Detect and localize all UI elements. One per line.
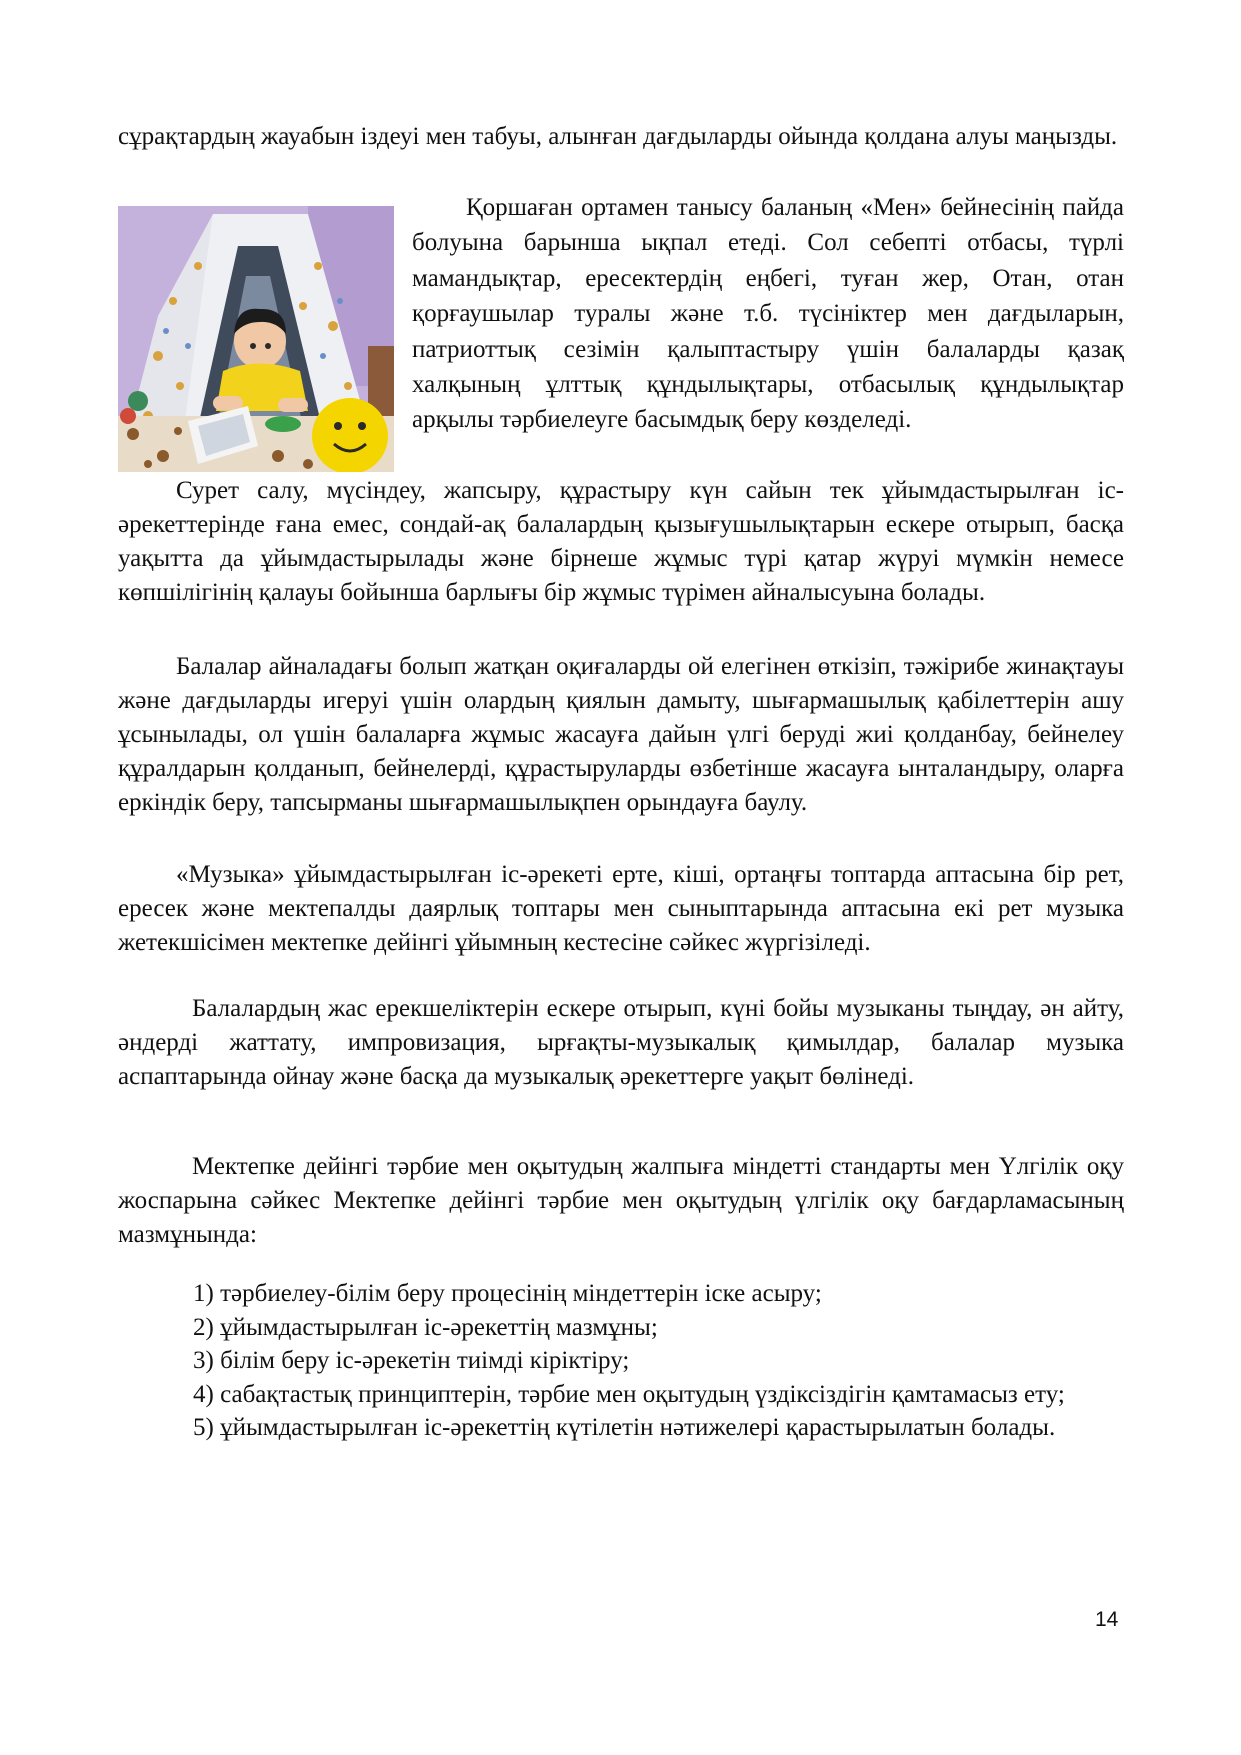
paragraph-intro-continuation: сұрақтардың жауабын іздеуі мен табуы, алынған дағдыларды ойында қолдана алуы маңызды. [118, 123, 1118, 150]
paragraph-standard: Мектепке дейінгі тәрбие мен оқытудың жалпыға міндетті стандарты мен Үлгілік оқу жоспарына сәйкес Мектепке дейінгі тәрбие мен оқытудың үлгілік оқу бағдарламасының мазмұнында: [118, 1153, 1124, 1248]
list-item: 5) ұйымдастырылған іс-әрекеттің күтілетін нәтижелері қарастырылатын болады. [193, 1414, 1056, 1441]
paragraph-music: «Музыка» ұйымдастырылған іс-әрекеті ерте, кіші, ортаңғы топтарда аптасына бір рет, ересек және мектепалды даярлық топтары мен сыныптарында аптасына екі рет музыка жетекшісімен мектепке дейінгі ұйымның кестесіне сәйкес жүргізіледі. [118, 861, 1124, 956]
content-list [118, 1277, 1124, 1445]
paragraph-environment: Қоршаған ортамен танысу баланың «Мен» бейнесінің пайда болуына барынша ықпал етеді. Сол себепті отбасы, түрлі мамандықтар, ересектердің еңбегі, туған жер, Отан, отан қорғаушылар туралы және т.б. түсініктер мен дағдыларын, патриоттық сезімін қалыптастыру үшін балаларды қазақ халқының ұлттық құндылықтары, отбасылық құндылықтар арқылы тәрбиелеуге басымдық беру көзделеді. [412, 194, 1124, 434]
page-number: 14 [1095, 1608, 1119, 1631]
paragraph-music-activities: Балалардың жас ерекшеліктерін ескере отырып, күні бойы музыканы тыңдау, ән айту, әндерді жаттату, импровизация, ырғақты-музыкалық қимылдар, балалар музыка аспаптарында ойнау және басқа да музыкалық әрекеттерге уақыт бөлінеді. [118, 995, 1124, 1090]
paragraph-art-activities: Сурет салу, мүсіндеу, жапсыру, құрастыру күн сайын тек ұйымдастырылған іс-әрекеттерінде ғана емес, сондай-ақ балалардың қызығушылықтарын ескере отырып, басқа уақытта да ұйымдастырылады және бірнеше жұмыс түрі қатар жүруі мүмкін немесе көпшілігінің қалауы бойынша барлығы бір жұмыс түрімен айналысуына болады. [118, 477, 1124, 606]
list-item: 2) ұйымдастырылған іс-әрекеттің мазмұны; [193, 1313, 658, 1341]
list-item: 4) сабақтастық принциптерін, тәрбие мен оқытудың үздіксіздігін қамтамасыз ету; [193, 1380, 1065, 1408]
photo-illustration [118, 206, 394, 472]
list-item: 3) білім беру іс-әрекетін тиімді кіріктіру; [193, 1347, 630, 1374]
paragraph-creativity: Балалар айналадағы болып жатқан оқиғаларды ой елегінен өткізіп, тәжірибе жинақтауы және дағдыларды игеруі үшін олардың қиялын дамыту, шығармашылық қабілеттерін ашу ұсынылады, ол үшін балаларға жұмыс жасауға дайын үлгі беруді жиі қолданбау, бейнелеу құралдарын қолданып, бейнелерді, құрастыруларды өзбетінше жасауға ынталандыру, оларға еркіндік беру, тапсырманы шығармашылықпен орындауға баулу. [118, 653, 1124, 816]
list-item: 1) тәрбиелеу-білім беру процесінің міндеттерін іске асыру; [193, 1280, 822, 1307]
child-in-tent-photo [118, 206, 394, 472]
